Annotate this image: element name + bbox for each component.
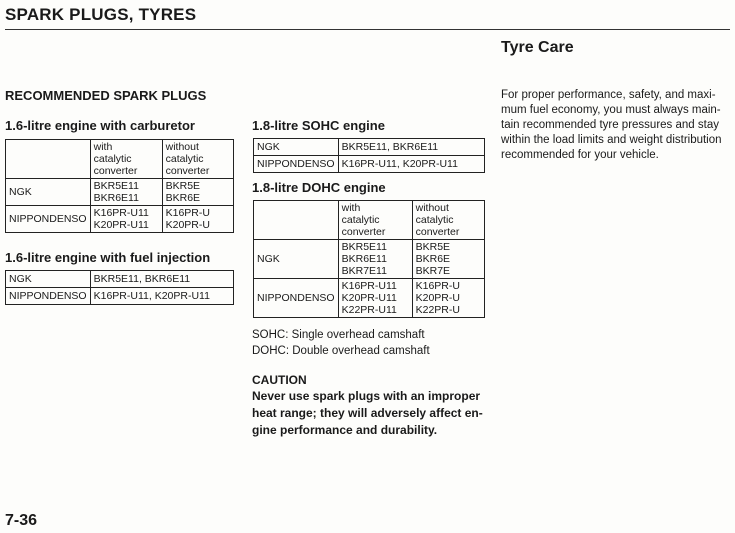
plug-code: K16PR-U bbox=[415, 280, 460, 292]
header-line: catalytic bbox=[341, 214, 380, 226]
tyre-line: mum fuel economy, you must always main- bbox=[501, 104, 721, 116]
page-number: 7-36 bbox=[5, 512, 38, 529]
header-line: without bbox=[415, 202, 449, 214]
plug-code: BKR6E11 bbox=[341, 253, 387, 265]
table-row bbox=[6, 206, 234, 233]
plug-code: K20PR-U11 bbox=[341, 292, 397, 304]
table-row bbox=[254, 279, 485, 318]
tyre-line: within the load limits and weight distribution bbox=[501, 134, 722, 146]
empty-header-cell bbox=[254, 201, 339, 240]
plug-code: BKR7E11 bbox=[341, 265, 387, 277]
carb-table bbox=[5, 139, 234, 233]
table-row bbox=[6, 179, 234, 206]
brand-cell: NIPPONDENSO bbox=[6, 206, 91, 233]
plug-codes-cell: BKR5E11, BKR6E11 bbox=[338, 139, 484, 156]
table-row bbox=[6, 271, 234, 288]
brand-cell: NGK bbox=[254, 139, 339, 156]
with-cat-header bbox=[90, 140, 162, 179]
tyre-line: recommended for your vehicle. bbox=[501, 149, 659, 161]
fi-table-title: 1.6-litre engine with fuel injection bbox=[5, 250, 211, 265]
plug-codes-cell: K16PR-U11, K20PR-U11 bbox=[90, 288, 233, 305]
without-cat-header bbox=[162, 140, 233, 179]
dohc-table bbox=[253, 200, 485, 318]
caution-line: Never use spark plugs with an improper bbox=[252, 389, 481, 403]
caution-line: heat range; they will adversely affect en- bbox=[252, 406, 483, 420]
brand-cell: NGK bbox=[6, 179, 91, 206]
plug-code: K20PR-U bbox=[165, 219, 210, 231]
sohc-table-title: 1.8-litre SOHC engine bbox=[252, 118, 385, 133]
carb-table-title: 1.6-litre engine with carburetor bbox=[5, 118, 195, 133]
plug-code: BKR5E11 bbox=[341, 241, 387, 253]
plug-code: BKR5E11 bbox=[93, 180, 139, 192]
without-cat-cell bbox=[412, 240, 484, 279]
brand-cell: NGK bbox=[6, 271, 91, 288]
spark-section-title: RECOMMENDED SPARK PLUGS bbox=[5, 88, 207, 103]
plug-code: BKR5E bbox=[165, 180, 201, 192]
without-cat-header bbox=[412, 201, 484, 240]
plug-code: BKR6E bbox=[165, 192, 201, 204]
without-cat-cell bbox=[162, 206, 233, 233]
without-cat-cell bbox=[412, 279, 484, 318]
plug-code: K16PR-U11 bbox=[341, 280, 397, 292]
table-row bbox=[254, 240, 485, 279]
without-cat-cell bbox=[162, 179, 233, 206]
brand-cell: NGK bbox=[254, 240, 339, 279]
page-title: SPARK PLUGS, TYRES bbox=[5, 5, 197, 24]
tyre-care-text bbox=[501, 88, 731, 163]
plug-code: BKR6E bbox=[415, 253, 451, 265]
brand-cell: NIPPONDENSO bbox=[6, 288, 91, 305]
tyre-line: For proper performance, safety, and maxi- bbox=[501, 89, 716, 101]
abbreviation-notes bbox=[252, 327, 430, 359]
plug-code: BKR6E11 bbox=[93, 192, 139, 204]
sohc-note: SOHC: Single overhead camshaft bbox=[252, 329, 425, 341]
plug-code: K20PR-U bbox=[415, 292, 460, 304]
header-line: converter bbox=[341, 226, 386, 238]
tyre-care-title: Tyre Care bbox=[501, 39, 574, 56]
with-cat-header bbox=[338, 201, 412, 240]
table-row bbox=[254, 201, 485, 240]
plug-code: K16PR-U bbox=[165, 207, 210, 219]
tyre-line: tain recommended tyre pressures and stay bbox=[501, 119, 719, 131]
header-line: catalytic bbox=[165, 153, 204, 165]
header-line: catalytic bbox=[93, 153, 132, 165]
plug-code: K22PR-U11 bbox=[341, 304, 397, 316]
plug-codes-cell: BKR5E11, BKR6E11 bbox=[90, 271, 233, 288]
plug-code: K20PR-U11 bbox=[93, 219, 149, 231]
header-line: converter bbox=[165, 165, 210, 177]
header-line: without bbox=[165, 141, 199, 153]
dohc-note: DOHC: Double overhead camshaft bbox=[252, 345, 430, 357]
table-row bbox=[6, 288, 234, 305]
header-line: with bbox=[341, 202, 361, 214]
with-cat-cell bbox=[90, 206, 162, 233]
plug-code: BKR5E bbox=[415, 241, 451, 253]
table-row bbox=[6, 140, 234, 179]
brand-cell: NIPPONDENSO bbox=[254, 156, 339, 173]
header-line: catalytic bbox=[415, 214, 454, 226]
header-line: converter bbox=[93, 165, 138, 177]
header-rule bbox=[5, 29, 730, 30]
with-cat-cell bbox=[90, 179, 162, 206]
fi-table bbox=[5, 270, 234, 305]
brand-cell: NIPPONDENSO bbox=[254, 279, 339, 318]
header-line: with bbox=[93, 141, 113, 153]
dohc-table-title: 1.8-litre DOHC engine bbox=[252, 180, 386, 195]
with-cat-cell bbox=[338, 240, 412, 279]
plug-codes-cell: K16PR-U11, K20PR-U11 bbox=[338, 156, 484, 173]
table-row bbox=[254, 139, 485, 156]
table-row bbox=[254, 156, 485, 173]
sohc-table bbox=[253, 138, 485, 173]
empty-header-cell bbox=[6, 140, 91, 179]
plug-code: K22PR-U bbox=[415, 304, 460, 316]
with-cat-cell bbox=[338, 279, 412, 318]
caution-title: CAUTION bbox=[252, 373, 307, 387]
caution-line: gine performance and durability. bbox=[252, 423, 438, 437]
header-line: converter bbox=[415, 226, 460, 238]
plug-code: K16PR-U11 bbox=[93, 207, 149, 219]
caution-text bbox=[252, 388, 492, 439]
plug-code: BKR7E bbox=[415, 265, 451, 277]
